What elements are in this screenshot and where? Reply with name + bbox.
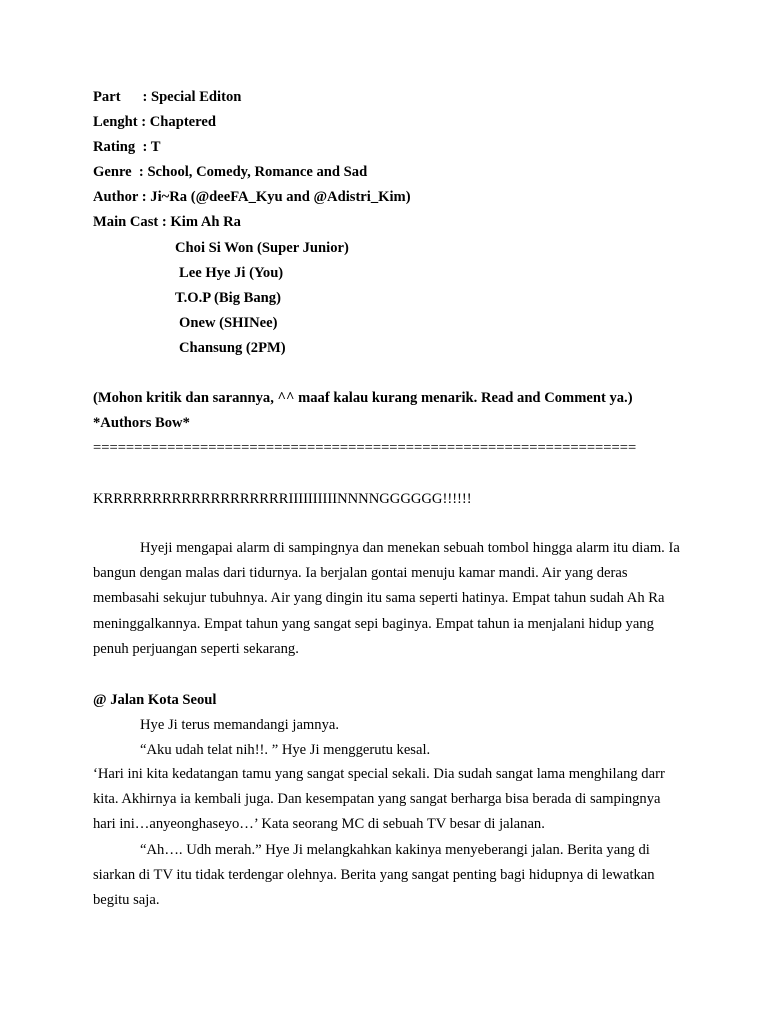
- story-paragraph: ‘Hari ini kita kedatangan tamu yang sangat special sekali. Dia sudah sangat lama menghilang darr kita. Akhirnya ia kembali juga. Dan kesempatan yang sangat berharga bisa berada di sampingnya hari ini…anyeonghaseyo…’ Kata seorang MC di sebuah TV besar di jalanan.: [93, 766, 665, 833]
- scene-heading: @ Jalan Kota Seoul: [93, 692, 217, 708]
- story-paragraph: Hyeji mengapai alarm di sampingnya dan menekan sebuah tombol hingga alarm itu diam. Ia bangun dengan malas dari tidurnya. Ia berjalan gontai menuju kamar mandi. Air yang deras membasahi sekujur tubuhnya. Air yang dingin itu sama seperti hatinya. Empat tahun sudah Ah Ra meninggalkannya. Empat tahun yang sangat sepi baginya. Empat tahun ia menjalani hidup yang penuh perjuangan seperti sekarang.: [93, 540, 680, 657]
- cast-member: Chansung (2PM): [179, 340, 286, 356]
- alarm-sound: KRRRRRRRRRRRRRRRRRRRIIIIIIIIIINNNNGGGGGG!!!!!!: [93, 491, 472, 507]
- story-paragraph: “Ah…. Udh merah.” Hye Ji melangkahkan kakinya menyeberangi jalan. Berita yang di siarkan di TV itu tidak terdengar olehnya. Berita yang sangat penting bagi hidupnya di lewatkan begitu saja.: [93, 842, 655, 909]
- cast-member: Onew (SHINee): [179, 315, 278, 331]
- genre-line: Genre : School, Comedy, Romance and Sad: [93, 164, 368, 180]
- author-line: Author : Ji~Ra (@deeFA_Kyu and @Adistri_Kim): [93, 189, 411, 205]
- cast-member: Lee Hye Ji (You): [179, 265, 284, 281]
- rating-line: Rating : T: [93, 139, 161, 155]
- authors-bow: *Authors Bow*: [93, 415, 190, 431]
- separator-line: ==================================================================: [93, 440, 637, 456]
- story-line: Hye Ji terus memandangi jamnya.: [140, 717, 339, 733]
- author-note: (Mohon kritik dan sarannya, ^^ maaf kalau kurang menarik. Read and Comment ya.): [93, 390, 633, 406]
- cast-member: Choi Si Won (Super Junior): [175, 240, 349, 256]
- length-line: Lenght : Chaptered: [93, 114, 216, 130]
- cast-member: T.O.P (Big Bang): [175, 290, 281, 306]
- dialogue-line: “Aku udah telat nih!!. ” Hye Ji menggerutu kesal.: [140, 742, 431, 758]
- part-line: Part : Special Editon: [93, 89, 242, 105]
- main-cast-line: Main Cast : Kim Ah Ra: [93, 214, 241, 230]
